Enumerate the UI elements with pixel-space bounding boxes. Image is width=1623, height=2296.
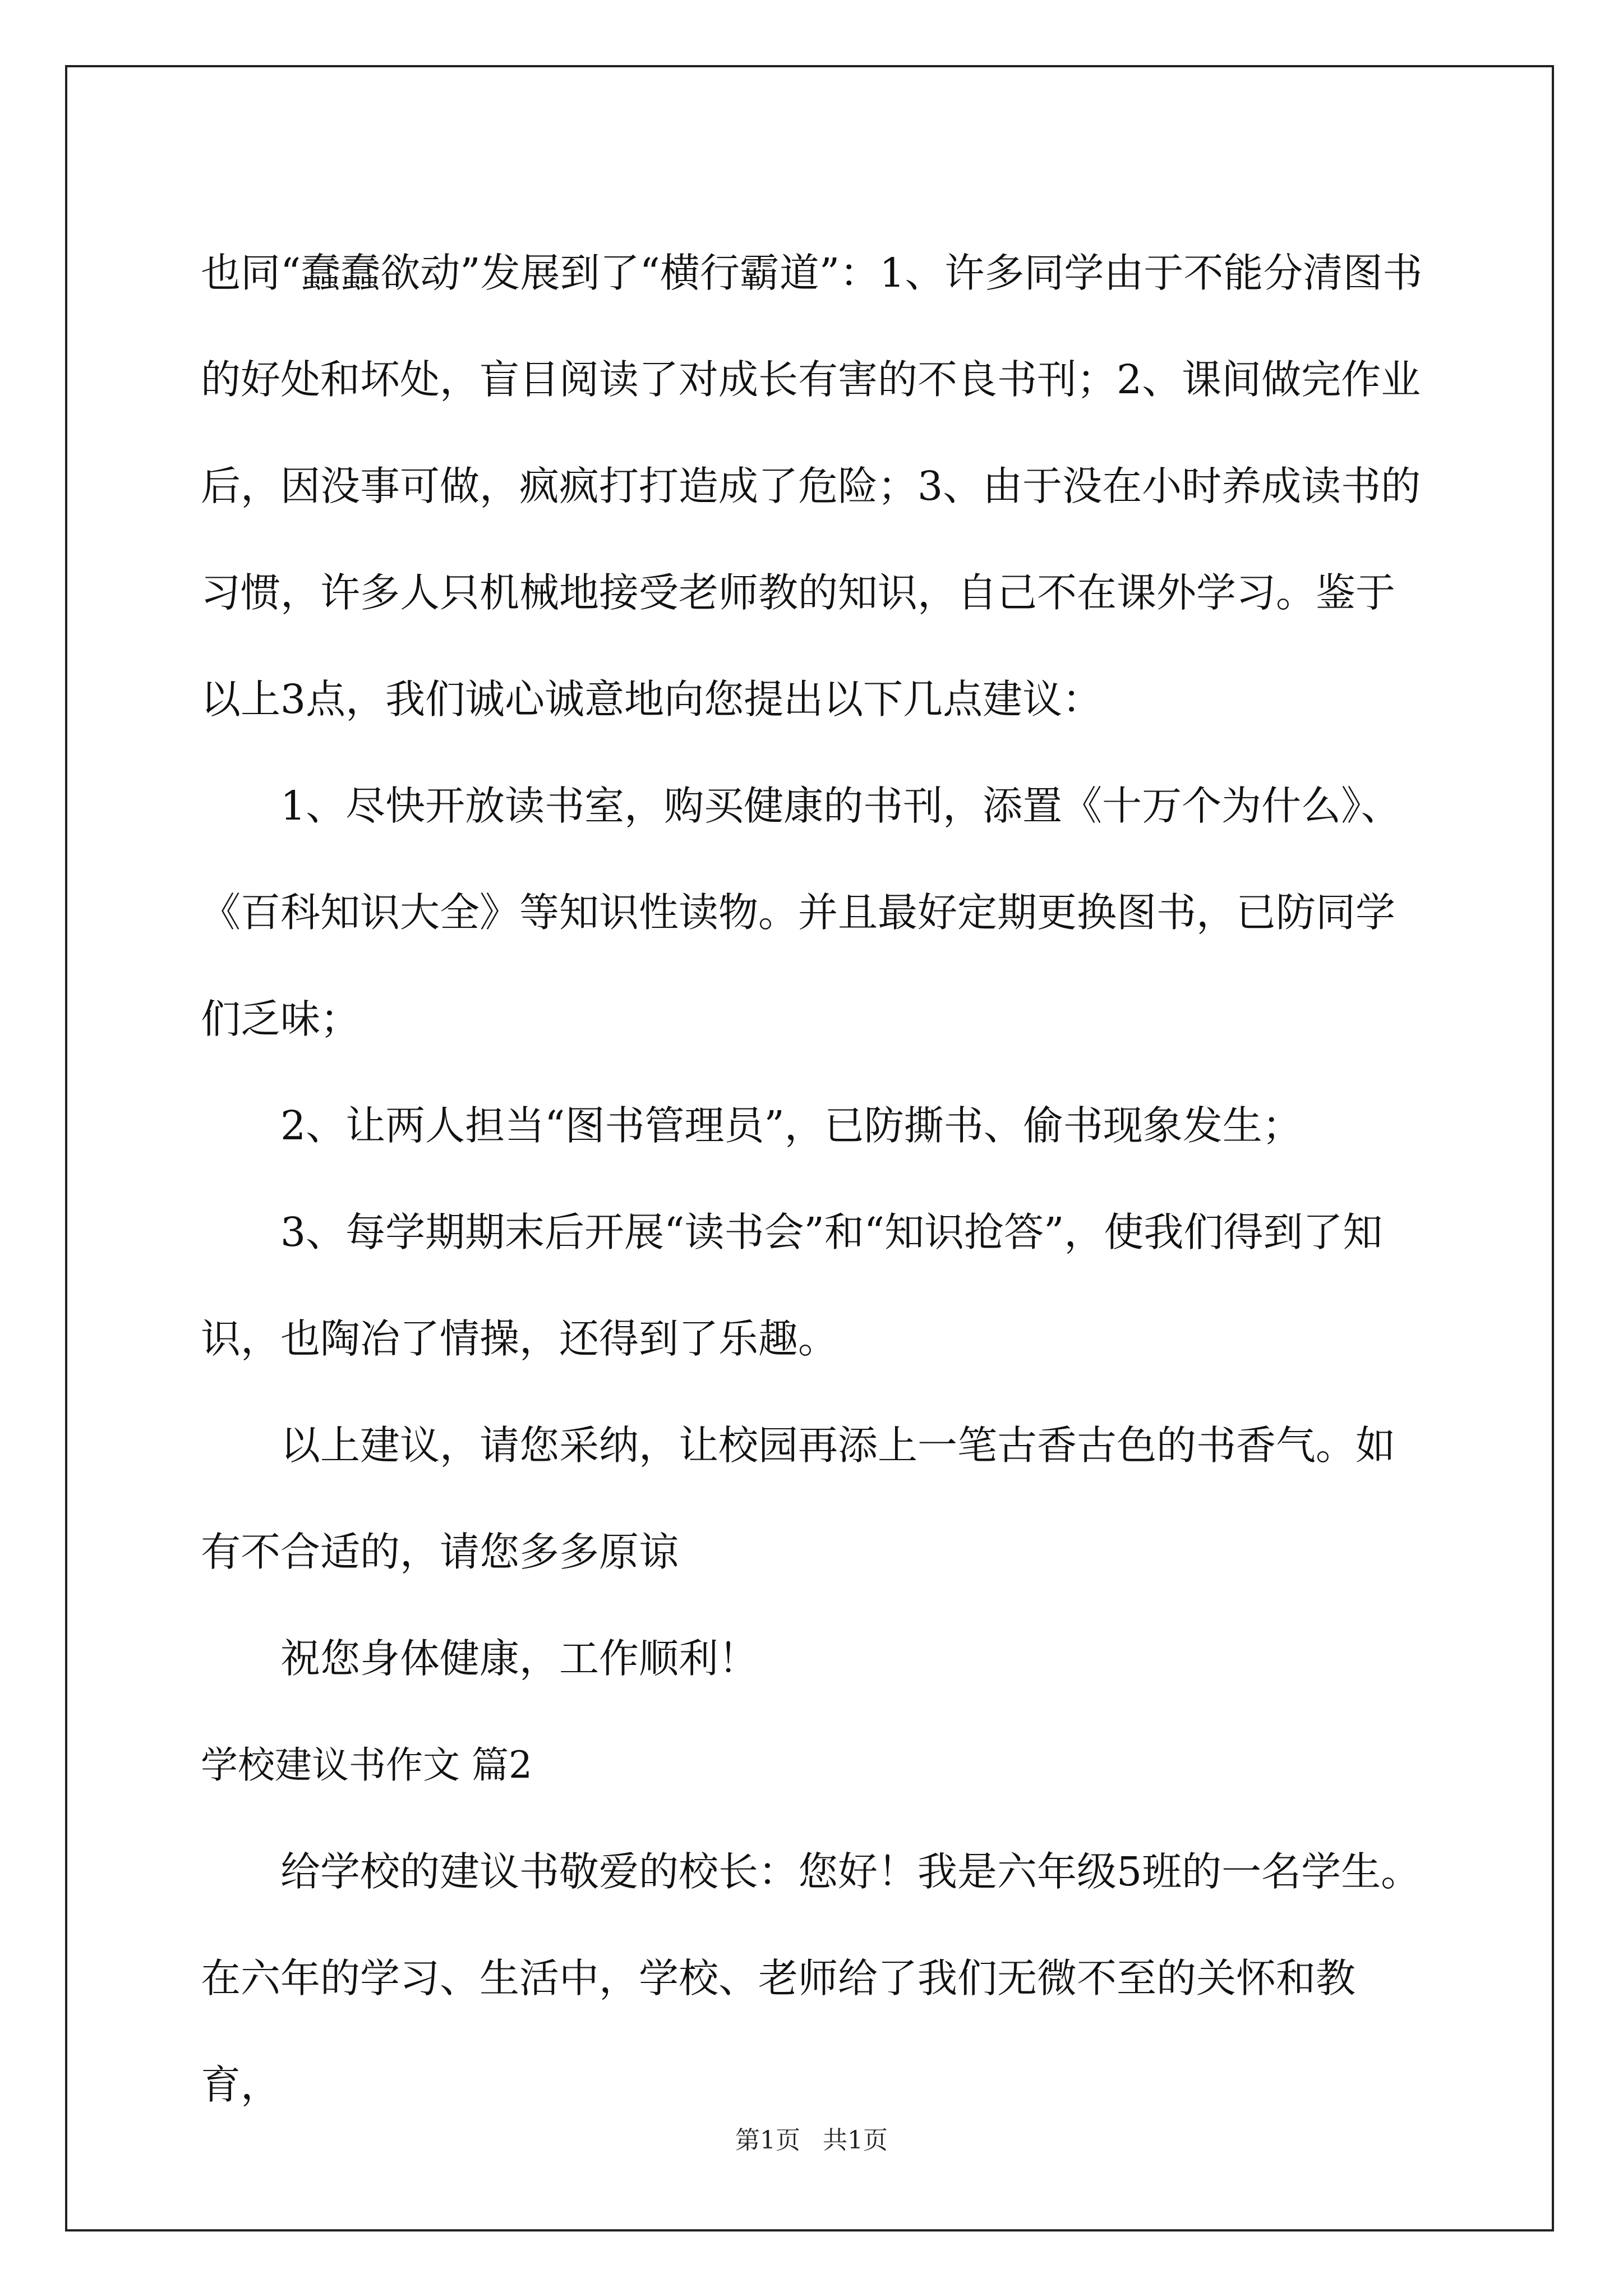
section-heading: 学校建议书作文 篇2 [201, 1743, 532, 1787]
paragraph-suggestion-3: 3、每学期期末后开展“读书会”和“知识抢答”，使我们得到了知识，也陶冶了情操，还得到了乐趣。 [201, 1209, 1383, 1362]
page-number-total: 共1页 [823, 2126, 888, 2155]
paragraph-suggestion-2: 2、让两人担当“图书管理员”，已防撕书、偷书现象发生； [280, 1102, 1302, 1149]
paragraph-letter-start: 给学校的建议书敬爱的校长：您好！我是六年级5班的一名学生。在六年的学习、生活中，学校、老师给了我们无微不至的关怀和教育， [201, 1848, 1421, 2108]
paragraph-wishes: 祝您身体健康，工作顺利！ [280, 1635, 759, 1682]
page-number-current: 第1页 [735, 2126, 800, 2155]
paragraph-1: 也同“蠢蠢欲动”发展到了“横行霸道”：1、许多同学由于不能分清图书的好处和坏处，盲目阅读了对成长有害的不良书刊；2、课间做完作业后，因没事可做，疯疯打打造成了危险；3、由于没在小时养成读书的习惯，许多人只机械地接受老师教的知识，自己不在课外学习。鉴于以上3点，我们诚心诚意地向您提出以下几点建议： [201, 250, 1423, 723]
document-body [201, 220, 1435, 2138]
paragraph-closing: 以上建议，请您采纳，让校园再添上一笔古香古色的书香气。如有不合适的，请您多多原谅 [201, 1422, 1396, 1575]
page-footer [0, 2124, 1623, 2157]
paragraph-suggestion-1: 1、尽快开放读书室，购买健康的书刊，添置《十万个为什么》、《百科知识大全》等知识性读物。并且最好定期更换图书，已防同学们乏味； [201, 783, 1401, 1042]
